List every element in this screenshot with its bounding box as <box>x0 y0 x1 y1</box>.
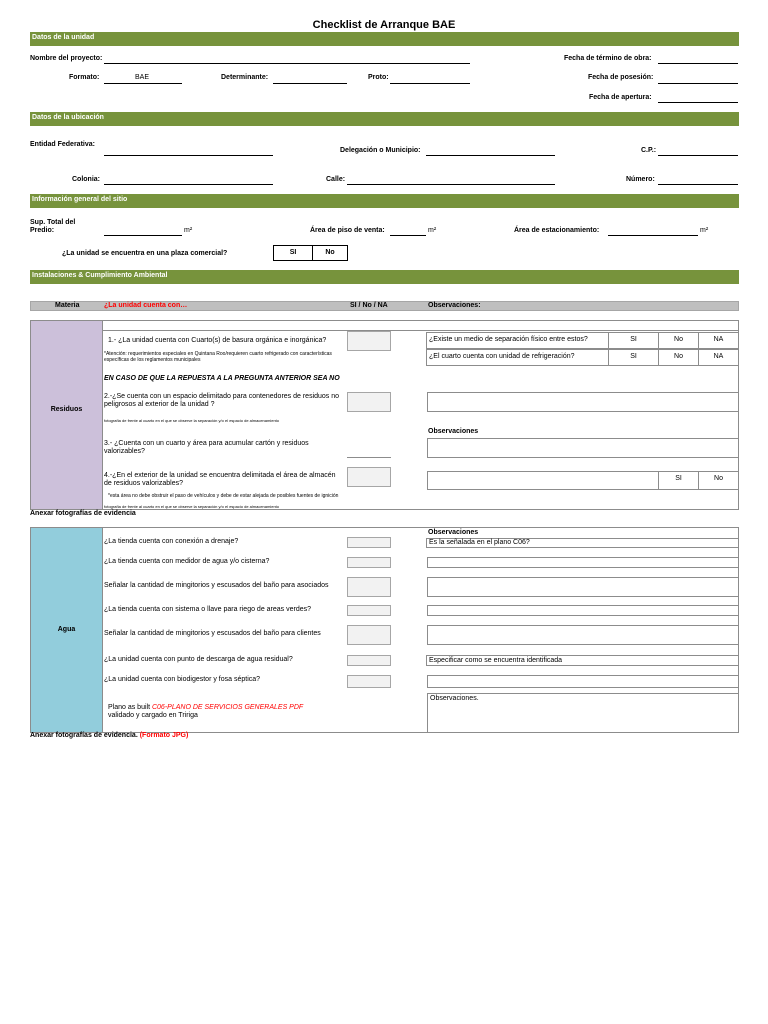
formato-field[interactable] <box>104 83 182 84</box>
header-si-no-na: SI / No / NA <box>350 302 388 309</box>
residuos-side-q1-no[interactable]: No <box>658 332 699 349</box>
residuos-q4-photo-note: fotografía de frente al cuarto en el que se observe la separación y/o el espacio de almacenamiento <box>104 504 279 509</box>
piso-venta-field[interactable] <box>390 235 426 236</box>
estacionamiento-field[interactable] <box>608 235 698 236</box>
residuos-q4-observaciones[interactable] <box>427 471 659 490</box>
residuos-side-q1-na[interactable]: NA <box>698 332 739 349</box>
residuos-side-q1: ¿Existe un medio de separación físico entre estos? <box>426 332 609 349</box>
section-info-sitio: Información general del sitio <box>30 194 739 208</box>
agua-anexar: Anexar fotografías de evidencia. <box>30 732 138 739</box>
section-instalaciones: Instalaciones & Cumplimiento Ambiental <box>30 270 739 284</box>
residuos-q3: 3.- ¿Cuenta con un cuarto y área para acumular cartón y residuos valorizables? <box>104 440 309 455</box>
agua-observaciones-box[interactable] <box>427 693 739 733</box>
residuos-q3-observaciones[interactable] <box>427 438 739 458</box>
sup-total-label-1: Sup. Total del <box>30 219 76 226</box>
fecha-posesion-field[interactable] <box>658 83 738 84</box>
residuos-q2-observaciones[interactable] <box>427 392 739 412</box>
residuos-q4-answer[interactable] <box>347 467 391 487</box>
residuos-side-q2: ¿El cuarto cuenta con unidad de refrigeración? <box>426 349 609 366</box>
header-observaciones: Observaciones: <box>428 302 481 309</box>
numero-field[interactable] <box>658 184 738 185</box>
agua-observaciones2: Observaciones. <box>430 695 479 702</box>
agua-q6-answer[interactable] <box>347 655 391 666</box>
residuos-observaciones-label: Observaciones <box>428 428 479 435</box>
estacionamiento-label: Área de estacionamiento: <box>514 227 600 234</box>
agua-q5: Señalar la cantidad de mingitorios y escusados del baño para clientes <box>104 630 321 637</box>
fecha-termino-label: Fecha de término de obra: <box>564 55 652 62</box>
agua-q5-observaciones[interactable] <box>427 625 739 645</box>
residuos-q4-note: *esta área no debe obstruir el paso de vehículos y debe de estar alejada de posibles fuentes de ignición <box>108 493 339 499</box>
fecha-apertura-field[interactable] <box>658 102 738 103</box>
fecha-termino-field[interactable] <box>658 63 738 64</box>
residuos-side-q2-no[interactable]: No <box>658 349 699 366</box>
residuos-anexar: Anexar fotografías de evidencia <box>30 510 136 517</box>
determinante-label: Determinante: <box>221 74 269 81</box>
agua-q2: ¿La tienda cuenta con medidor de agua y/o cisterna? <box>104 558 270 565</box>
plaza-no-option[interactable]: No <box>312 245 348 261</box>
agua-q3-answer[interactable] <box>347 577 391 597</box>
proto-field[interactable] <box>390 83 470 84</box>
agua-observaciones-label: Observaciones <box>428 529 479 536</box>
agua-obs-q1[interactable]: Es la señalada en el plano C06? <box>426 538 739 548</box>
numero-label: Número: <box>626 176 655 183</box>
section-datos-unidad: Datos de la unidad <box>30 32 739 46</box>
agua-plano-prefix: Plano as built <box>108 704 151 711</box>
residuos-warning: EN CASO DE QUE LA REPUESTA A LA PREGUNTA ANTERIOR SEA NO <box>104 375 340 382</box>
residuos-q1: 1.- ¿La unidad cuenta con Cuarto(s) de basura orgánica e inorgánica? <box>108 337 327 344</box>
fecha-posesion-label: Fecha de posesión: <box>588 74 654 81</box>
page-title: Checklist de Arranque BAE <box>312 19 456 31</box>
residuos-q1-note: *Atención: requerimientos especiales en Quintana Roo/requieren cuarto refrigerado con características específicas de los reglamentos municipales <box>104 351 332 363</box>
agua-q1: ¿La tienda cuenta con conexión a drenaje? <box>104 538 239 545</box>
agua-anexar-red: (Formato JPG) <box>139 732 189 739</box>
plaza-comercial-question: ¿La unidad se encuentra en una plaza comercial? <box>62 250 228 257</box>
residuos-side-q2-na[interactable]: NA <box>698 349 739 366</box>
agua-q3-observaciones[interactable] <box>427 577 739 597</box>
entidad-label: Entidad Federativa: <box>30 141 95 148</box>
sup-total-field[interactable] <box>104 235 182 236</box>
nombre-proyecto-field[interactable] <box>104 63 470 64</box>
delegacion-label: Delegación o Municipio: <box>340 147 421 154</box>
agua-q2-observaciones[interactable] <box>427 557 739 568</box>
residuos-q3-answer[interactable] <box>347 457 391 458</box>
formato-label: Formato: <box>69 74 100 81</box>
proto-label: Proto: <box>368 74 389 81</box>
agua-q7-observaciones[interactable] <box>427 675 739 688</box>
calle-label: Calle: <box>326 176 346 183</box>
residuos-category-cell <box>30 320 103 510</box>
piso-venta-unit: m² <box>428 227 437 234</box>
section-datos-ubicacion: Datos de la ubicación <box>30 112 739 126</box>
formato-value: BAE <box>135 74 150 81</box>
residuos-side-q2-si[interactable]: SI <box>608 349 659 366</box>
cp-field[interactable] <box>658 155 738 156</box>
piso-venta-label: Área de piso de venta: <box>310 227 385 234</box>
colonia-label: Colonia: <box>72 176 100 183</box>
sup-total-label-2: Predio: <box>30 227 55 234</box>
agua-q4-answer[interactable] <box>347 605 391 616</box>
agua-q4: ¿La tienda cuenta con sistema o llave para riego de areas verdes? <box>104 606 312 613</box>
agua-plano-line <box>108 704 303 711</box>
calle-field[interactable] <box>347 184 555 185</box>
residuos-q2-answer[interactable] <box>347 392 391 412</box>
plaza-si-option[interactable]: SI <box>273 245 313 261</box>
determinante-field[interactable] <box>273 83 347 84</box>
agua-q3: Señalar la cantidad de mingitorios y escusados del baño para asociados <box>104 582 329 589</box>
agua-q4-observaciones[interactable] <box>427 605 739 616</box>
colonia-field[interactable] <box>104 184 273 185</box>
residuos-q1-answer[interactable] <box>347 331 391 351</box>
residuos-q4: 4.-¿En el exterior de la unidad se encuentra delimitada el área de almacén de residuos valorizables? <box>104 472 336 487</box>
residuos-label: Residuos <box>50 406 83 413</box>
residuos-photo-note: fotografía de frente al cuarto en el que se observe la separación y/o el espacio de almacenamiento <box>104 418 279 423</box>
agua-q6-obs[interactable]: Especificar como se encuentra identificada <box>426 655 739 666</box>
sup-total-unit: m² <box>184 227 193 234</box>
agua-plano-suffix: validado y cargado en Tririga <box>108 712 198 719</box>
agua-q7-answer[interactable] <box>347 675 391 688</box>
fecha-apertura-label: Fecha de apertura: <box>589 94 652 101</box>
residuos-q2: 2.-¿Se cuenta con un espacio delimitado para contenedores de residuos no peligrosos al exterior de la unidad ? <box>104 393 340 408</box>
agua-q2-answer[interactable] <box>347 557 391 568</box>
agua-q7: ¿La unidad cuenta con biodigestor y fosa séptica? <box>104 676 261 683</box>
estacionamiento-unit: m² <box>700 227 709 234</box>
agua-label: Agua <box>57 626 76 633</box>
agua-q6: ¿La unidad cuenta con punto de descarga de agua residual? <box>104 656 293 663</box>
header-materia: Materia <box>55 302 80 309</box>
agua-q1-answer[interactable] <box>347 537 391 548</box>
residuos-side-q1-si[interactable]: SI <box>608 332 659 349</box>
entidad-field[interactable] <box>104 155 273 156</box>
agua-q5-answer[interactable] <box>347 625 391 645</box>
header-cuenta: ¿La unidad cuenta con… <box>104 302 188 309</box>
residuos-top-divider <box>103 330 739 331</box>
agua-plano-red: C06-PLANO DE SERVICIOS GENERALES PDF <box>151 704 304 711</box>
delegacion-field[interactable] <box>426 155 555 156</box>
cp-label: C.P.: <box>641 147 657 154</box>
residuos-q4-si[interactable]: SI <box>658 471 699 490</box>
agua-anexar-line <box>30 732 188 739</box>
nombre-proyecto-label: Nombre del proyecto: <box>30 55 103 62</box>
residuos-q4-no[interactable]: No <box>698 471 739 490</box>
